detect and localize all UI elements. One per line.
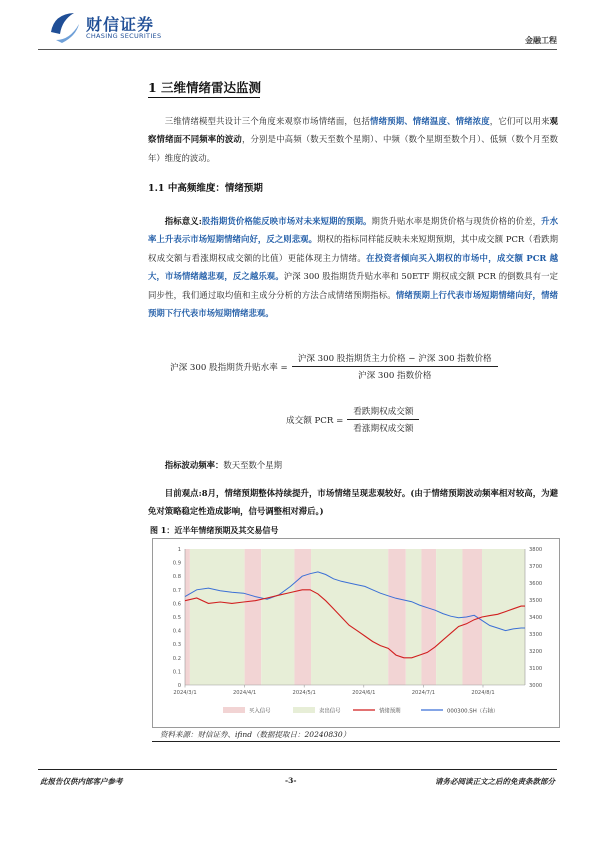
sell-signal-band xyxy=(436,549,462,685)
definition-label: 指标意义: xyxy=(164,216,202,226)
intro-text-2: ，它们可以用来 xyxy=(489,116,550,126)
x-tick-label: 2024/4/1 xyxy=(232,690,257,696)
formula2-lhs: 成交额 PCR = xyxy=(286,415,344,426)
footer-disclaimer-right: 请务必阅读正文之后的免责条款部分 xyxy=(435,777,555,786)
legend-buy-signal-swatch xyxy=(223,707,245,713)
definition-paragraph xyxy=(148,212,558,322)
current-view-paragraph xyxy=(148,484,558,521)
sell-signal-band xyxy=(261,549,294,685)
y-left-tick-label: 0.1 xyxy=(172,669,181,676)
definition-highlight-4: 情绪预期上行代表市场短期情绪向好，情绪预期下行代表市场短期情绪悲观。 xyxy=(148,289,558,319)
section-title: 1 三维情绪雷达监测 xyxy=(148,80,262,95)
formula1-denominator: 沪深 300 指数价格 xyxy=(357,371,432,381)
definition-highlight-2: 升水率上升表示市场短期情绪向好，反之则悲观。 xyxy=(148,216,559,245)
y-left-tick-label: 0.3 xyxy=(172,642,181,649)
intro-highlight-1: 情绪预期、情绪温度、情绪浓度 xyxy=(370,116,490,126)
view-label: 目前观点: xyxy=(164,488,202,498)
formula2-numerator: 看跌期权成交额 xyxy=(347,405,419,420)
legend-buy-signal-label: 买入信号 xyxy=(249,708,271,715)
figure-frame xyxy=(152,538,560,728)
frequency-line xyxy=(148,456,558,474)
y-left-tick-label: 0.8 xyxy=(172,574,181,581)
sell-signal-band xyxy=(311,549,388,685)
header-divider xyxy=(38,49,557,50)
sentiment-chart xyxy=(153,539,559,727)
frequency-label: 指标波动频率： xyxy=(164,460,224,470)
figure-title: 图 1：近半年情绪预期及其交易信号 xyxy=(150,525,279,535)
legend-sell-signal-swatch xyxy=(293,707,315,713)
buy-signal-band xyxy=(294,549,311,685)
logo-text-cn: 财信证券 xyxy=(86,15,155,34)
x-tick-label: 2024/6/1 xyxy=(352,690,376,696)
y-left-tick-label: 0.7 xyxy=(172,587,181,594)
subsection-title: 1.1 中高频维度：情绪预期 xyxy=(148,183,263,194)
intro-highlight-2: 观察情绪面不同频率的波动 xyxy=(148,116,559,145)
definition-text-2: 期权的指标同样能反映未来短期预期，其中成交额 PCR（看跌期权成交额与看涨期权成交额的比值）更能体现主力情绪。 xyxy=(148,234,558,263)
formula2-denominator: 看涨期权成交额 xyxy=(353,424,414,434)
sell-signal-band xyxy=(406,549,422,685)
footer-divider xyxy=(38,769,557,770)
formula1-fraction xyxy=(292,352,498,381)
definition-highlight-3: 在投资者倾向买入期权的市场中，成交额 PCR 越大，市场情绪越悲观，反之越乐观。 xyxy=(148,252,558,282)
footer-disclaimer-left: 此报告仅供内部客户参考 xyxy=(40,777,123,786)
y-right-tick-label: 3000 xyxy=(529,683,543,689)
view-text: 8月，情绪预期整体持续提升，市场情绪呈现悲观较好。(由于情绪预期波动频率相对较高，为避免对策略稳定性造成影响，信号调整相对滞后。) xyxy=(148,488,558,517)
y-left-tick-label: 0.2 xyxy=(172,655,181,662)
y-left-tick-label: 0.5 xyxy=(172,615,181,621)
y-right-tick-label: 3800 xyxy=(529,547,543,553)
y-right-tick-label: 3200 xyxy=(529,649,543,655)
signal-bands xyxy=(185,549,525,685)
y-right-tick-label: 3500 xyxy=(529,598,543,604)
formula1-lhs: 沪深 300 股指期货升贴水率 = xyxy=(170,362,288,373)
company-logo xyxy=(48,10,180,44)
definition-text-3: 沪深 300 股指期货升贴水率和 50ETF 期权成交额 PCR 的倒数具有一定同步性，我们通过取均值和主成分分析的方法合成情绪预期指标。 xyxy=(148,271,558,300)
formula-basis-rate xyxy=(170,352,498,381)
chart-legend xyxy=(223,707,498,715)
formula2-fraction xyxy=(347,405,419,434)
y-left-tick-label: 0.4 xyxy=(172,628,181,635)
legend-index-label: 000300.SH（右轴） xyxy=(447,708,499,715)
x-tick-label: 2024/8/1 xyxy=(471,690,495,696)
buy-signal-band xyxy=(185,549,190,685)
logo-text-en: CHASING SECURITIES xyxy=(86,32,162,40)
y-left-tick-label: 0 xyxy=(177,683,181,689)
logo-emblem-icon xyxy=(48,10,82,44)
x-tick-label: 2024/3/1 xyxy=(173,690,197,696)
sell-signal-band xyxy=(190,549,245,685)
sell-signal-band xyxy=(482,549,525,685)
report-category: 金融工程 xyxy=(525,35,557,45)
legend-sell-signal-label: 卖出信号 xyxy=(319,708,341,715)
legend-sentiment-label: 情绪预期 xyxy=(379,708,401,715)
section-underline xyxy=(148,97,260,98)
x-tick-label: 2024/5/1 xyxy=(292,690,316,696)
definition-highlight-1: 股指期货价格能反映市场对未来短期的预期。 xyxy=(201,216,372,226)
buy-signal-band xyxy=(421,549,436,685)
figure-source: 资料来源：财信证券、ifind（数据提取日：20240830） xyxy=(160,730,351,739)
page-number: -3- xyxy=(285,776,297,785)
formula1-numerator: 沪深 300 股指期货主力价格 − 沪深 300 指数价格 xyxy=(292,352,498,367)
buy-signal-band xyxy=(245,549,262,685)
buy-signal-band xyxy=(388,549,406,685)
source-divider xyxy=(152,741,560,742)
intro-text-1: 三维情绪模型共设计三个角度来观察市场情绪面，包括 xyxy=(164,116,371,126)
y-right-tick-label: 3600 xyxy=(529,581,543,587)
x-tick-label: 2024/7/1 xyxy=(411,690,436,696)
definition-text-1: 期货升贴水率是期货价格与现货价格的价差， xyxy=(371,216,542,226)
intro-text-3: ，分别是中高频（数天至数个星期）、中频（数个星期至数个月）、低频（数个月至数年）维度的波动。 xyxy=(148,134,559,163)
intro-paragraph xyxy=(148,112,558,167)
y-right-tick-label: 3700 xyxy=(529,564,543,570)
y-left-tick-label: 0.9 xyxy=(172,560,181,567)
y-left-tick-label: 1 xyxy=(177,547,181,553)
formula-pcr xyxy=(286,405,419,434)
y-left-tick-label: 0.6 xyxy=(172,601,181,608)
y-right-tick-label: 3100 xyxy=(529,666,543,672)
frequency-value: 数天至数个星期 xyxy=(223,460,283,470)
y-right-tick-label: 3400 xyxy=(529,615,543,621)
y-right-tick-label: 3300 xyxy=(529,632,543,638)
